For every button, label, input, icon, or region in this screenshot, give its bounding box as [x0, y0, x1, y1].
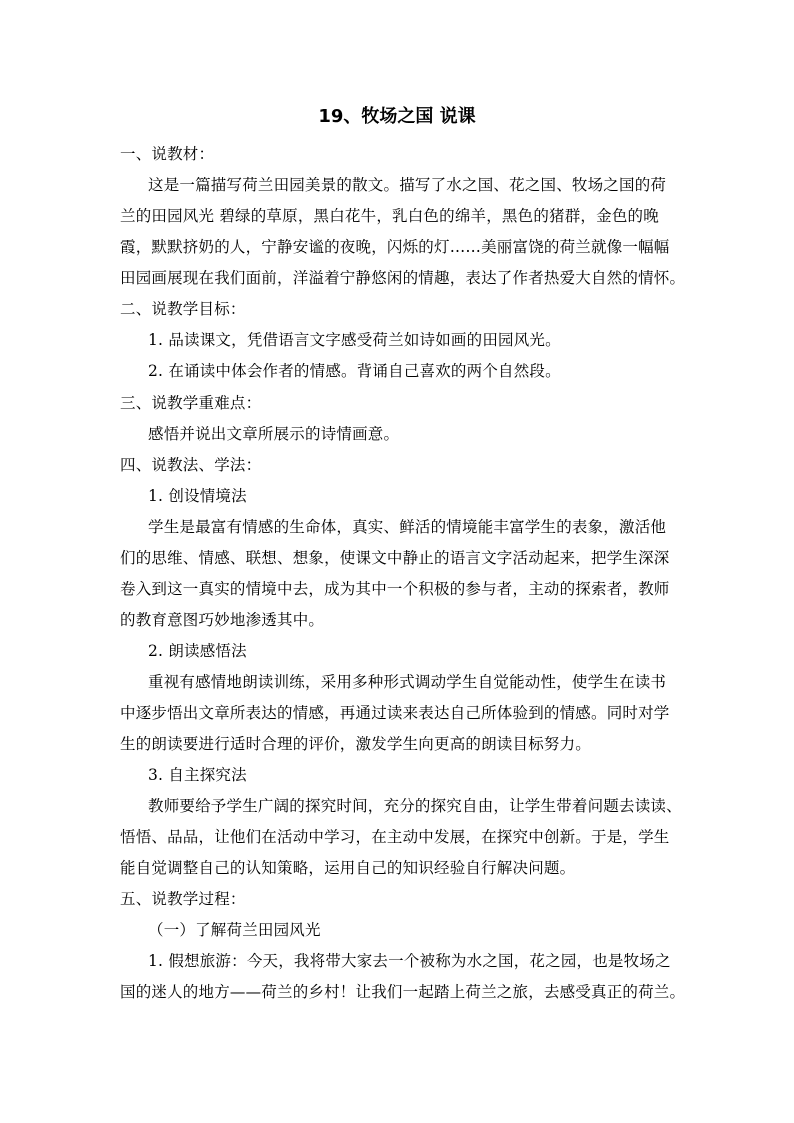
paragraph-line: 兰的田园风光 碧绿的草原，黑白花牛，乳白色的绵羊，黑色的猪群，金色的晚 — [120, 207, 659, 225]
paragraph-line: 感悟并说出文章所展示的诗情画意。 — [148, 425, 400, 443]
section-heading: 三、说教学重难点： — [120, 394, 262, 412]
section-heading: 五、说教学过程： — [120, 890, 246, 908]
list-item: 2. 在诵读中体会作者的情感。背诵自己喜欢的两个自然段。 — [148, 362, 561, 380]
paragraph-line: 学生是最富有情感的生命体，真实、鲜活的情境能丰富学生的表象，激活他 — [148, 518, 667, 536]
subheading: 2. 朗读感悟法 — [148, 642, 247, 660]
section-heading: 四、说教法、学法： — [120, 456, 262, 474]
paragraph-line: 卷入到这一真实的情境中去，成为其中一个积极的参与者，主动的探索者，教师 — [120, 580, 670, 598]
paragraph-line: 重视有感情地朗读训练，采用多种形式调动学生自觉能动性，使学生在读书 — [148, 673, 667, 691]
paragraph-line: 这是一篇描写荷兰田园美景的散文。描写了水之国、花之国、牧场之国的荷 — [148, 176, 667, 194]
subheading: 1. 创设情境法 — [148, 487, 247, 505]
paragraph-line: 田园画展现在我们面前，洋溢着宁静悠闲的情趣，表达了作者热爱大自然的情怀。 — [120, 269, 686, 287]
paragraph-line: 教师要给予学生广阔的探究时间，充分的探究自由，让学生带着问题去读读、 — [148, 797, 682, 815]
paragraph-line: 能自觉调整自己的认知策略，运用自己的知识经验自行解决问题。 — [120, 859, 576, 877]
paragraph-line: 霞，默默挤奶的人，宁静安谧的夜晚，闪烁的灯……美丽富饶的荷兰就像一幅幅 — [120, 238, 670, 256]
subheading: （一）了解荷兰田园风光 — [148, 921, 321, 939]
paragraph-line: 中逐步悟出文章所表达的情感，再通过读来表达自己所体验到的情感。同时对学 — [120, 704, 670, 722]
paragraph-line: 悟悟、品品，让他们在活动中学习，在主动中发展，在探究中创新。于是，学生 — [120, 828, 670, 846]
page-title: 19、牧场之国 说课 — [318, 106, 476, 127]
paragraph-line: 1. 假想旅游：今天，我将带大家去一个被称为水之国，花之园，也是牧场之 — [148, 952, 671, 970]
paragraph-line: 们的思维、情感、联想、想象，使课文中静止的语言文字活动起来，把学生深深 — [120, 549, 670, 567]
paragraph-line: 的教育意图巧妙地渗透其中。 — [120, 611, 325, 629]
section-heading: 一、说教材： — [120, 145, 215, 163]
paragraph-line: 国的迷人的地方——荷兰的乡村！让我们一起踏上荷兰之旅，去感受真正的荷兰。 — [120, 983, 686, 1001]
list-item: 1. 品读课文，凭借语言文字感受荷兰如诗如画的田园风光。 — [148, 331, 561, 349]
subheading: 3. 自主探究法 — [148, 766, 247, 784]
section-heading: 二、说教学目标： — [120, 300, 246, 318]
paragraph-line: 生的朗读要进行适时合理的评价，激发学生向更高的朗读目标努力。 — [120, 735, 592, 753]
